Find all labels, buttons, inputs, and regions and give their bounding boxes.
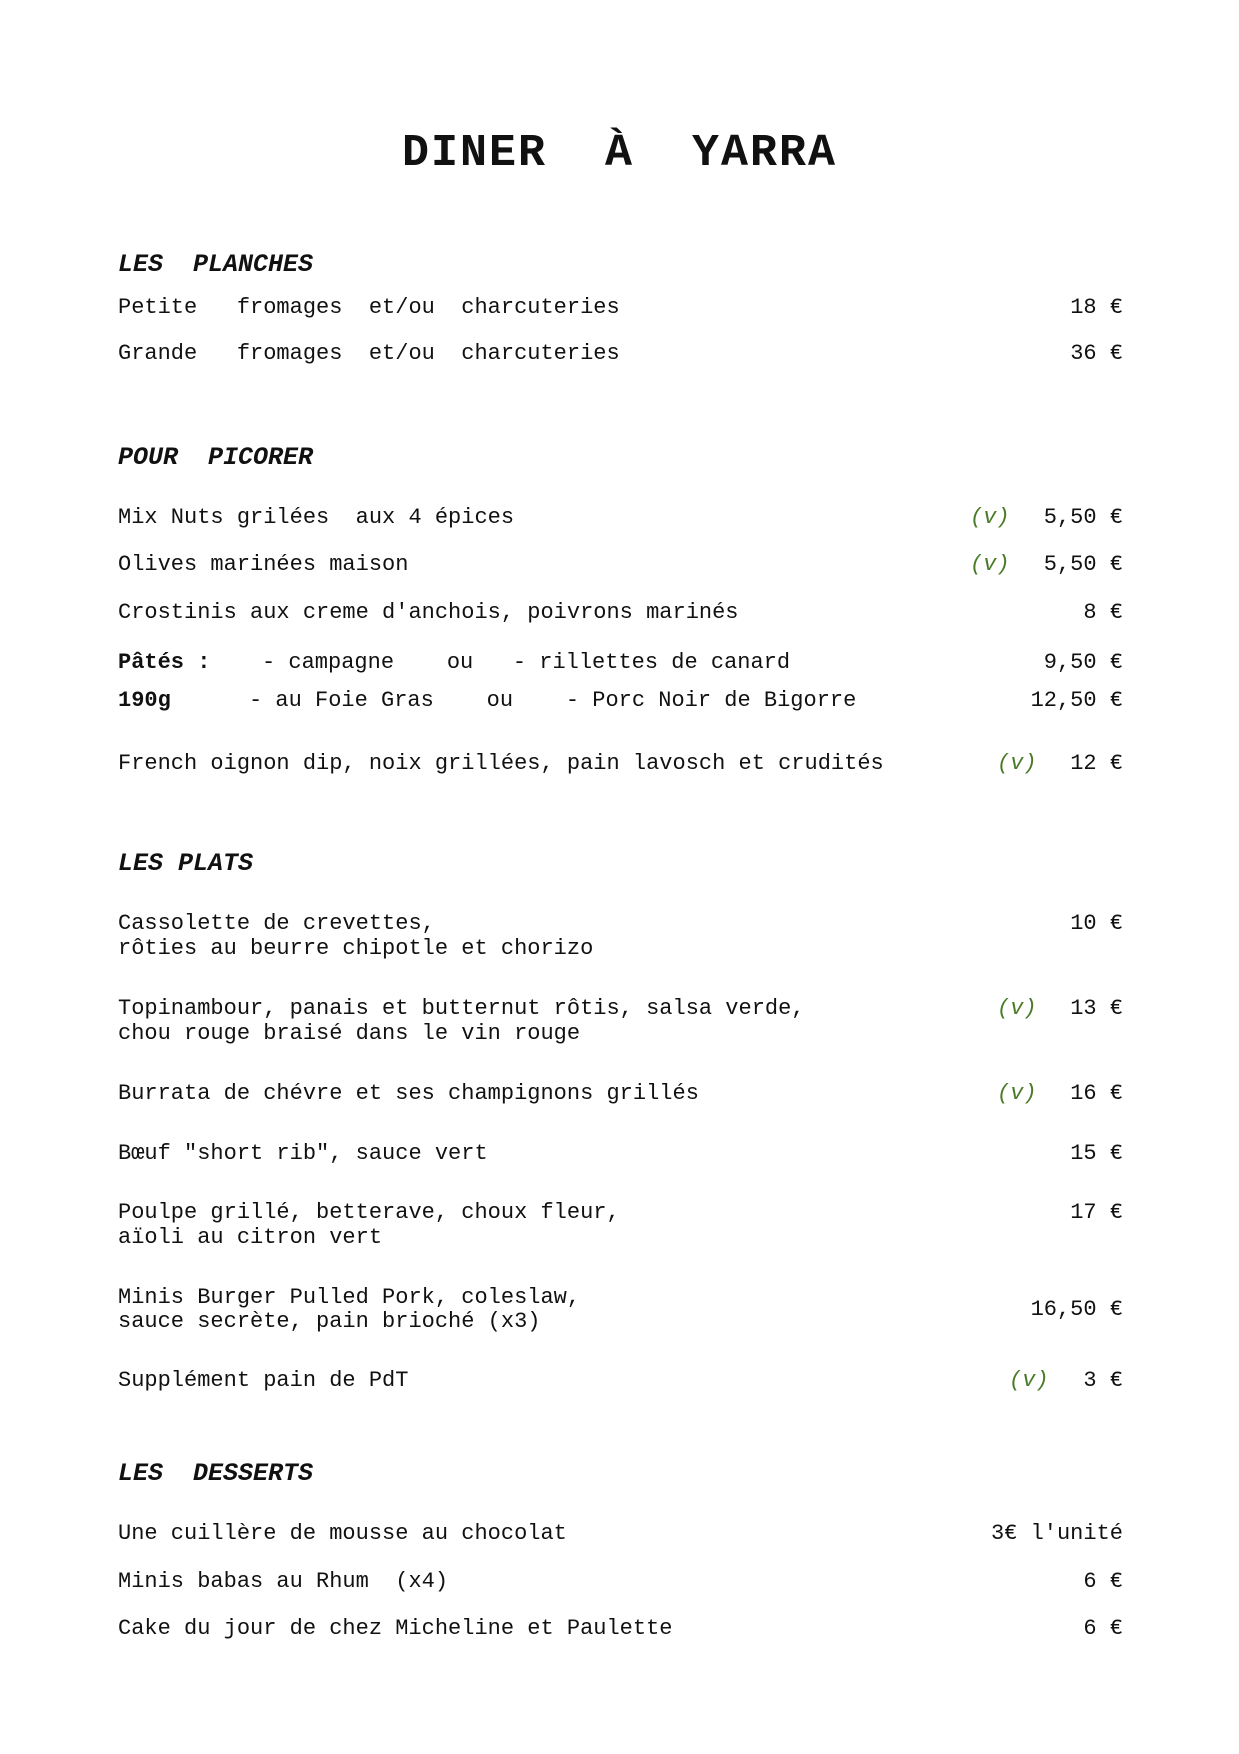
menu-item-description: chou rouge braisé dans le vin rouge xyxy=(118,1021,581,1046)
pates-options: - au Foie Gras ou - Porc Noir de Bigorre xyxy=(249,688,857,713)
menu-item-description: aïoli au citron vert xyxy=(118,1225,383,1250)
menu-item-price: 16,50 € xyxy=(1030,1297,1123,1322)
pates-weight: 190g xyxy=(118,688,171,713)
menu-item-price: 6 € xyxy=(1083,1569,1123,1594)
menu-item-name: Supplément pain de PdT xyxy=(118,1368,409,1393)
menu-item-name: Poulpe grillé, betterave, choux fleur, xyxy=(118,1200,620,1225)
menu-item-name: Crostinis aux creme d'anchois, poivrons marinés xyxy=(118,600,739,625)
menu-item-price: 18 € xyxy=(1070,295,1123,320)
vegetarian-tag: (v) xyxy=(997,1081,1037,1106)
menu-item-price: 36 € xyxy=(1070,341,1123,366)
menu-item-price: 9,50 € xyxy=(1043,650,1123,675)
vegetarian-tag: (v) xyxy=(970,552,1010,577)
menu-item-price: 17 € xyxy=(1070,1200,1123,1225)
menu-item-price: 12 € xyxy=(1070,751,1123,776)
section-heading-desserts: LES DESSERTS xyxy=(118,1459,314,1488)
vegetarian-tag: (v) xyxy=(970,505,1010,530)
menu-item-name: Minis babas au Rhum (x4) xyxy=(118,1569,449,1594)
pates-label: Pâtés : xyxy=(118,650,211,675)
menu-item-description: rôties au beurre chipotle et chorizo xyxy=(118,936,594,961)
menu-item-name: Topinambour, panais et butternut rôtis, salsa verde, xyxy=(118,996,805,1021)
menu-title: DINER À YARRA xyxy=(401,128,838,179)
menu-item-price: 16 € xyxy=(1070,1081,1123,1106)
pates-options: - campagne ou - rillettes de canard xyxy=(262,650,791,675)
vegetarian-tag: (v) xyxy=(1009,1368,1049,1393)
menu-item-price: 6 € xyxy=(1083,1616,1123,1641)
menu-item-name: Burrata de chévre et ses champignons grillés xyxy=(118,1081,699,1106)
menu-item-price: 10 € xyxy=(1070,911,1123,936)
section-heading-planches: LES PLANCHES xyxy=(118,250,314,279)
menu-item-price: 5,50 € xyxy=(1043,552,1123,577)
menu-item-name: Mix Nuts grilées aux 4 épices xyxy=(118,505,515,530)
menu-item-name: Cake du jour de chez Micheline et Paulette xyxy=(118,1616,673,1641)
menu-item-name: Bœuf "short rib", sauce vert xyxy=(118,1141,488,1166)
menu-item-price: 3€ l'unité xyxy=(990,1521,1123,1546)
menu-item-name: Olives marinées maison xyxy=(118,552,409,577)
menu-item-name: Grande fromages et/ou charcuteries xyxy=(118,341,620,366)
menu-item-name: Petite fromages et/ou charcuteries xyxy=(118,295,620,320)
menu-item-name: French oignon dip, noix grillées, pain lavosch et crudités xyxy=(118,751,884,776)
vegetarian-tag: (v) xyxy=(997,996,1037,1021)
menu-item-description: sauce secrète, pain brioché (x3) xyxy=(118,1309,541,1334)
menu-item-price: 3 € xyxy=(1083,1368,1123,1393)
menu-item-price: 8 € xyxy=(1083,600,1123,625)
section-heading-picorer: POUR PICORER xyxy=(118,443,314,472)
vegetarian-tag: (v) xyxy=(997,751,1037,776)
section-heading-plats: LES PLATS xyxy=(118,849,254,878)
menu-item-price: 15 € xyxy=(1070,1141,1123,1166)
menu-item-price: 5,50 € xyxy=(1043,505,1123,530)
menu-item-name: Cassolette de crevettes, xyxy=(118,911,435,936)
menu-item-name: Minis Burger Pulled Pork, coleslaw, xyxy=(118,1285,581,1310)
menu-item-price: 13 € xyxy=(1070,996,1123,1021)
menu-item-name: Une cuillère de mousse au chocolat xyxy=(118,1521,567,1546)
menu-item-price: 12,50 € xyxy=(1030,688,1123,713)
